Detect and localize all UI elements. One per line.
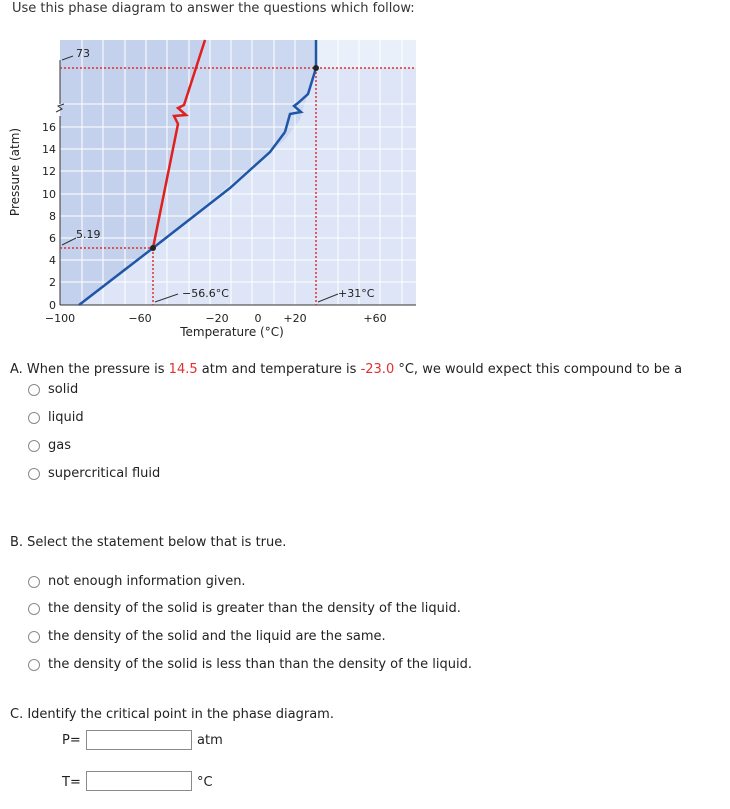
pressure-label: P=	[62, 733, 81, 748]
annotation-critical-temp: +31°C	[338, 287, 375, 300]
question-a: A. When the pressure is 14.5 atm and temperature is -23.0 °C, we would expect this compound to be a	[10, 362, 683, 377]
radio-button[interactable]	[28, 576, 40, 588]
pressure-value: 14.5	[168, 362, 198, 377]
radio-button[interactable]	[28, 440, 40, 452]
y-tick: 14	[42, 143, 56, 156]
y-tick: 12	[42, 165, 56, 178]
x-tick: 0	[254, 312, 262, 325]
radio-button[interactable]	[28, 468, 40, 480]
option-b-2[interactable]: the density of the solid is greater than the density of the liquid.	[28, 601, 461, 616]
x-tick: +60	[363, 312, 387, 325]
option-a-liquid[interactable]: liquid	[28, 410, 84, 425]
critical-point	[313, 65, 319, 71]
x-tick: −60	[128, 312, 152, 325]
supercritical-region	[316, 40, 416, 68]
y-tick: 0	[49, 299, 56, 312]
temperature-input[interactable]	[86, 771, 192, 791]
y-axis-label: Pressure (atm)	[8, 127, 22, 217]
phase-diagram	[0, 20, 430, 345]
y-tick: 8	[49, 210, 56, 223]
y-tick: 4	[49, 254, 56, 267]
question-b: B. Select the statement below that is true.	[10, 535, 287, 550]
y-tick: 10	[42, 188, 56, 201]
option-a-gas[interactable]: gas	[28, 438, 71, 453]
x-tick: −20	[205, 312, 229, 325]
y-tick: 2	[49, 276, 56, 289]
x-tick: −100	[44, 312, 76, 325]
radio-button[interactable]	[28, 659, 40, 671]
option-a-solid[interactable]: solid	[28, 382, 78, 397]
pressure-input[interactable]	[86, 730, 192, 750]
annotation-5-19: 5.19	[76, 228, 101, 241]
annotation-73: 73	[76, 47, 90, 60]
radio-button[interactable]	[28, 384, 40, 396]
x-tick: +20	[283, 312, 307, 325]
annotation-triple-temp: −56.6°C	[182, 287, 229, 300]
option-b-3[interactable]: the density of the solid and the liquid are the same.	[28, 629, 386, 644]
pressure-unit: atm	[197, 733, 223, 748]
x-axis-label: Temperature (°C)	[180, 325, 284, 339]
question-c: C. Identify the critical point in the phase diagram.	[10, 707, 334, 722]
triple-point	[150, 245, 156, 251]
temperature-value: -23.0	[360, 362, 395, 377]
y-tick: 6	[49, 232, 56, 245]
y-tick: 16	[42, 121, 56, 134]
radio-button[interactable]	[28, 631, 40, 643]
radio-button[interactable]	[28, 603, 40, 615]
temperature-label: T=	[62, 775, 81, 790]
option-a-supercritical[interactable]: supercritical fluid	[28, 466, 160, 481]
option-b-4[interactable]: the density of the solid is less than than the density of the liquid.	[28, 657, 472, 672]
intro-text: Use this phase diagram to answer the questions which follow:	[12, 1, 415, 16]
option-b-1[interactable]: not enough information given.	[28, 574, 246, 589]
radio-button[interactable]	[28, 412, 40, 424]
temperature-unit: °C	[197, 775, 213, 790]
